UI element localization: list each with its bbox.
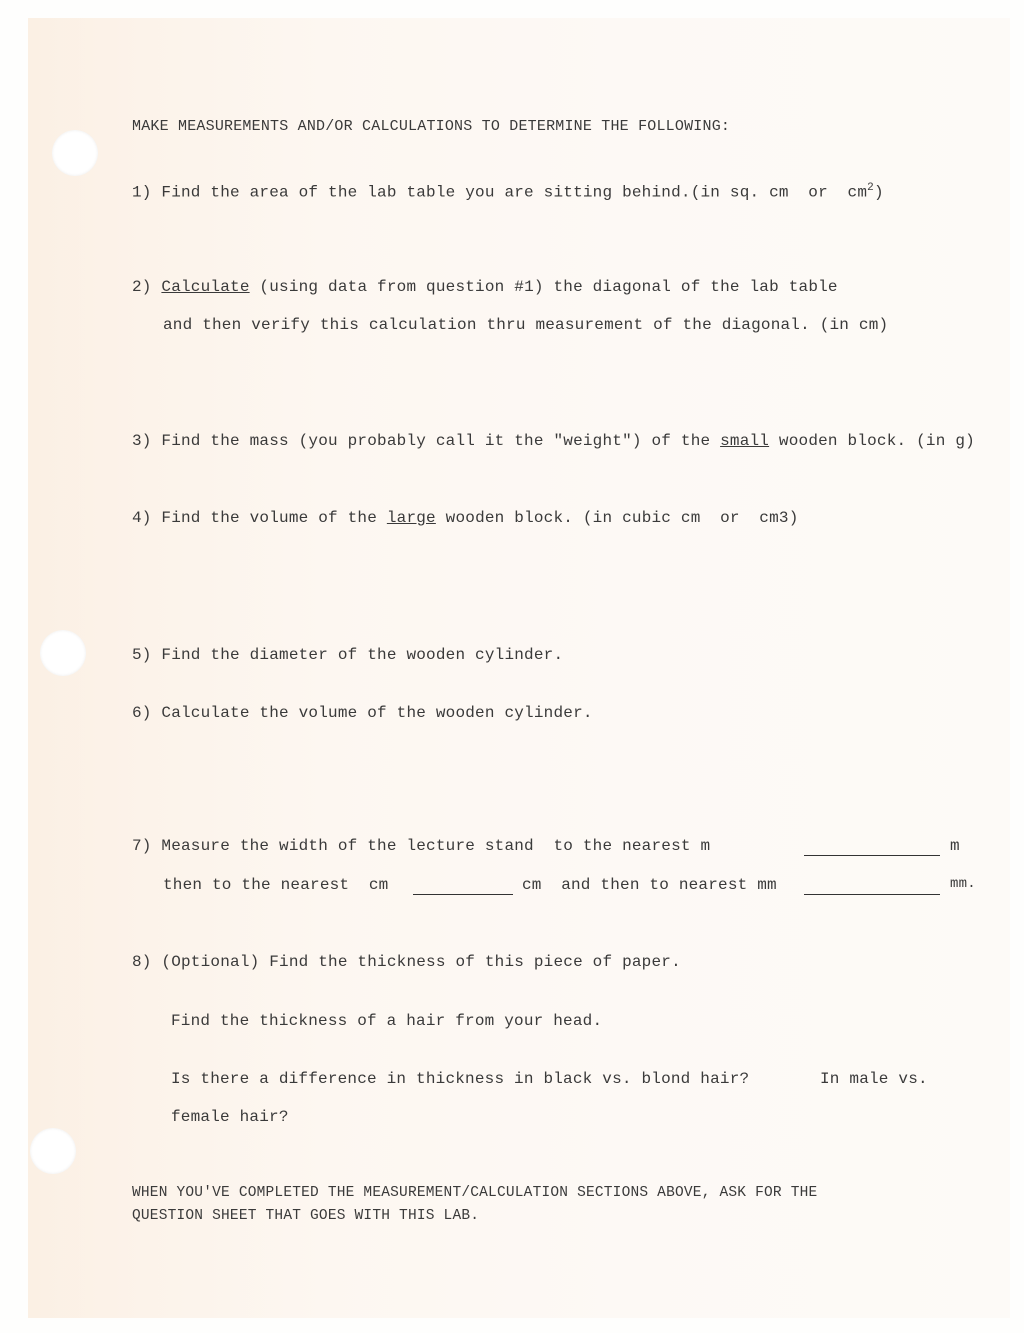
answer-blank-m[interactable] [804, 855, 940, 856]
question-3-small: small [720, 432, 770, 450]
question-4-post: wooden block. (in cubic cm or cm3) [435, 509, 799, 527]
question-2-calculate: Calculate [161, 278, 250, 296]
footer-line-1: WHEN YOU'VE COMPLETED THE MEASUREMENT/CALCULATION SECTIONS ABOVE, ASK FOR THE [132, 1185, 818, 1201]
punch-hole-top [52, 130, 98, 176]
question-7-line-2: then to the nearest cm [163, 876, 389, 894]
unit-m: m [950, 837, 960, 855]
question-1 [132, 182, 884, 201]
question-2-line-1 [132, 278, 838, 296]
worksheet-heading: MAKE MEASUREMENTS AND/OR CALCULATIONS TO DETERMINE THE FOLLOWING: [132, 118, 731, 135]
question-2-rest: (using data from question #1) the diagonal of the lab table [249, 278, 838, 296]
question-4-pre: 4) Find the volume of the [132, 509, 387, 527]
question-4 [132, 509, 799, 527]
question-3 [132, 432, 975, 450]
question-2-number: 2) [132, 278, 162, 296]
question-7-line-1: 7) Measure the width of the lecture stand to the nearest m [132, 837, 711, 855]
unit-cm: cm and then to nearest mm [522, 876, 777, 894]
question-6: 6) Calculate the volume of the wooden cylinder. [132, 704, 593, 722]
question-1-close: ) [873, 183, 884, 202]
question-8-line-1: 8) (Optional) Find the thickness of this piece of paper. [132, 953, 681, 971]
question-8-line-4: female hair? [171, 1108, 289, 1126]
question-8-line-2: Find the thickness of a hair from your head. [171, 1012, 603, 1030]
unit-mm: mm. [950, 876, 976, 892]
question-3-post: wooden block. (in g) [769, 432, 975, 450]
question-8-line-3: Is there a difference in thickness in black vs. blond hair? [171, 1070, 750, 1088]
question-4-large: large [386, 509, 436, 527]
punch-hole-middle [40, 630, 86, 676]
question-8-line-3b: In male vs. [820, 1070, 928, 1088]
question-3-pre: 3) Find the mass (you probably call it the "weight") of the [132, 432, 721, 450]
question-1-superscript: 2 [867, 182, 874, 194]
question-1-text: 1) Find the area of the lab table you are sitting behind.(in sq. cm or cm [132, 183, 868, 202]
footer-line-2: QUESTION SHEET THAT GOES WITH THIS LAB. [132, 1208, 480, 1224]
question-5: 5) Find the diameter of the wooden cylinder. [132, 646, 564, 664]
answer-blank-mm[interactable] [804, 894, 940, 895]
answer-blank-cm[interactable] [413, 894, 513, 895]
question-2-line-2: and then verify this calculation thru measurement of the diagonal. (in cm) [163, 316, 889, 334]
punch-hole-bottom [30, 1128, 76, 1174]
